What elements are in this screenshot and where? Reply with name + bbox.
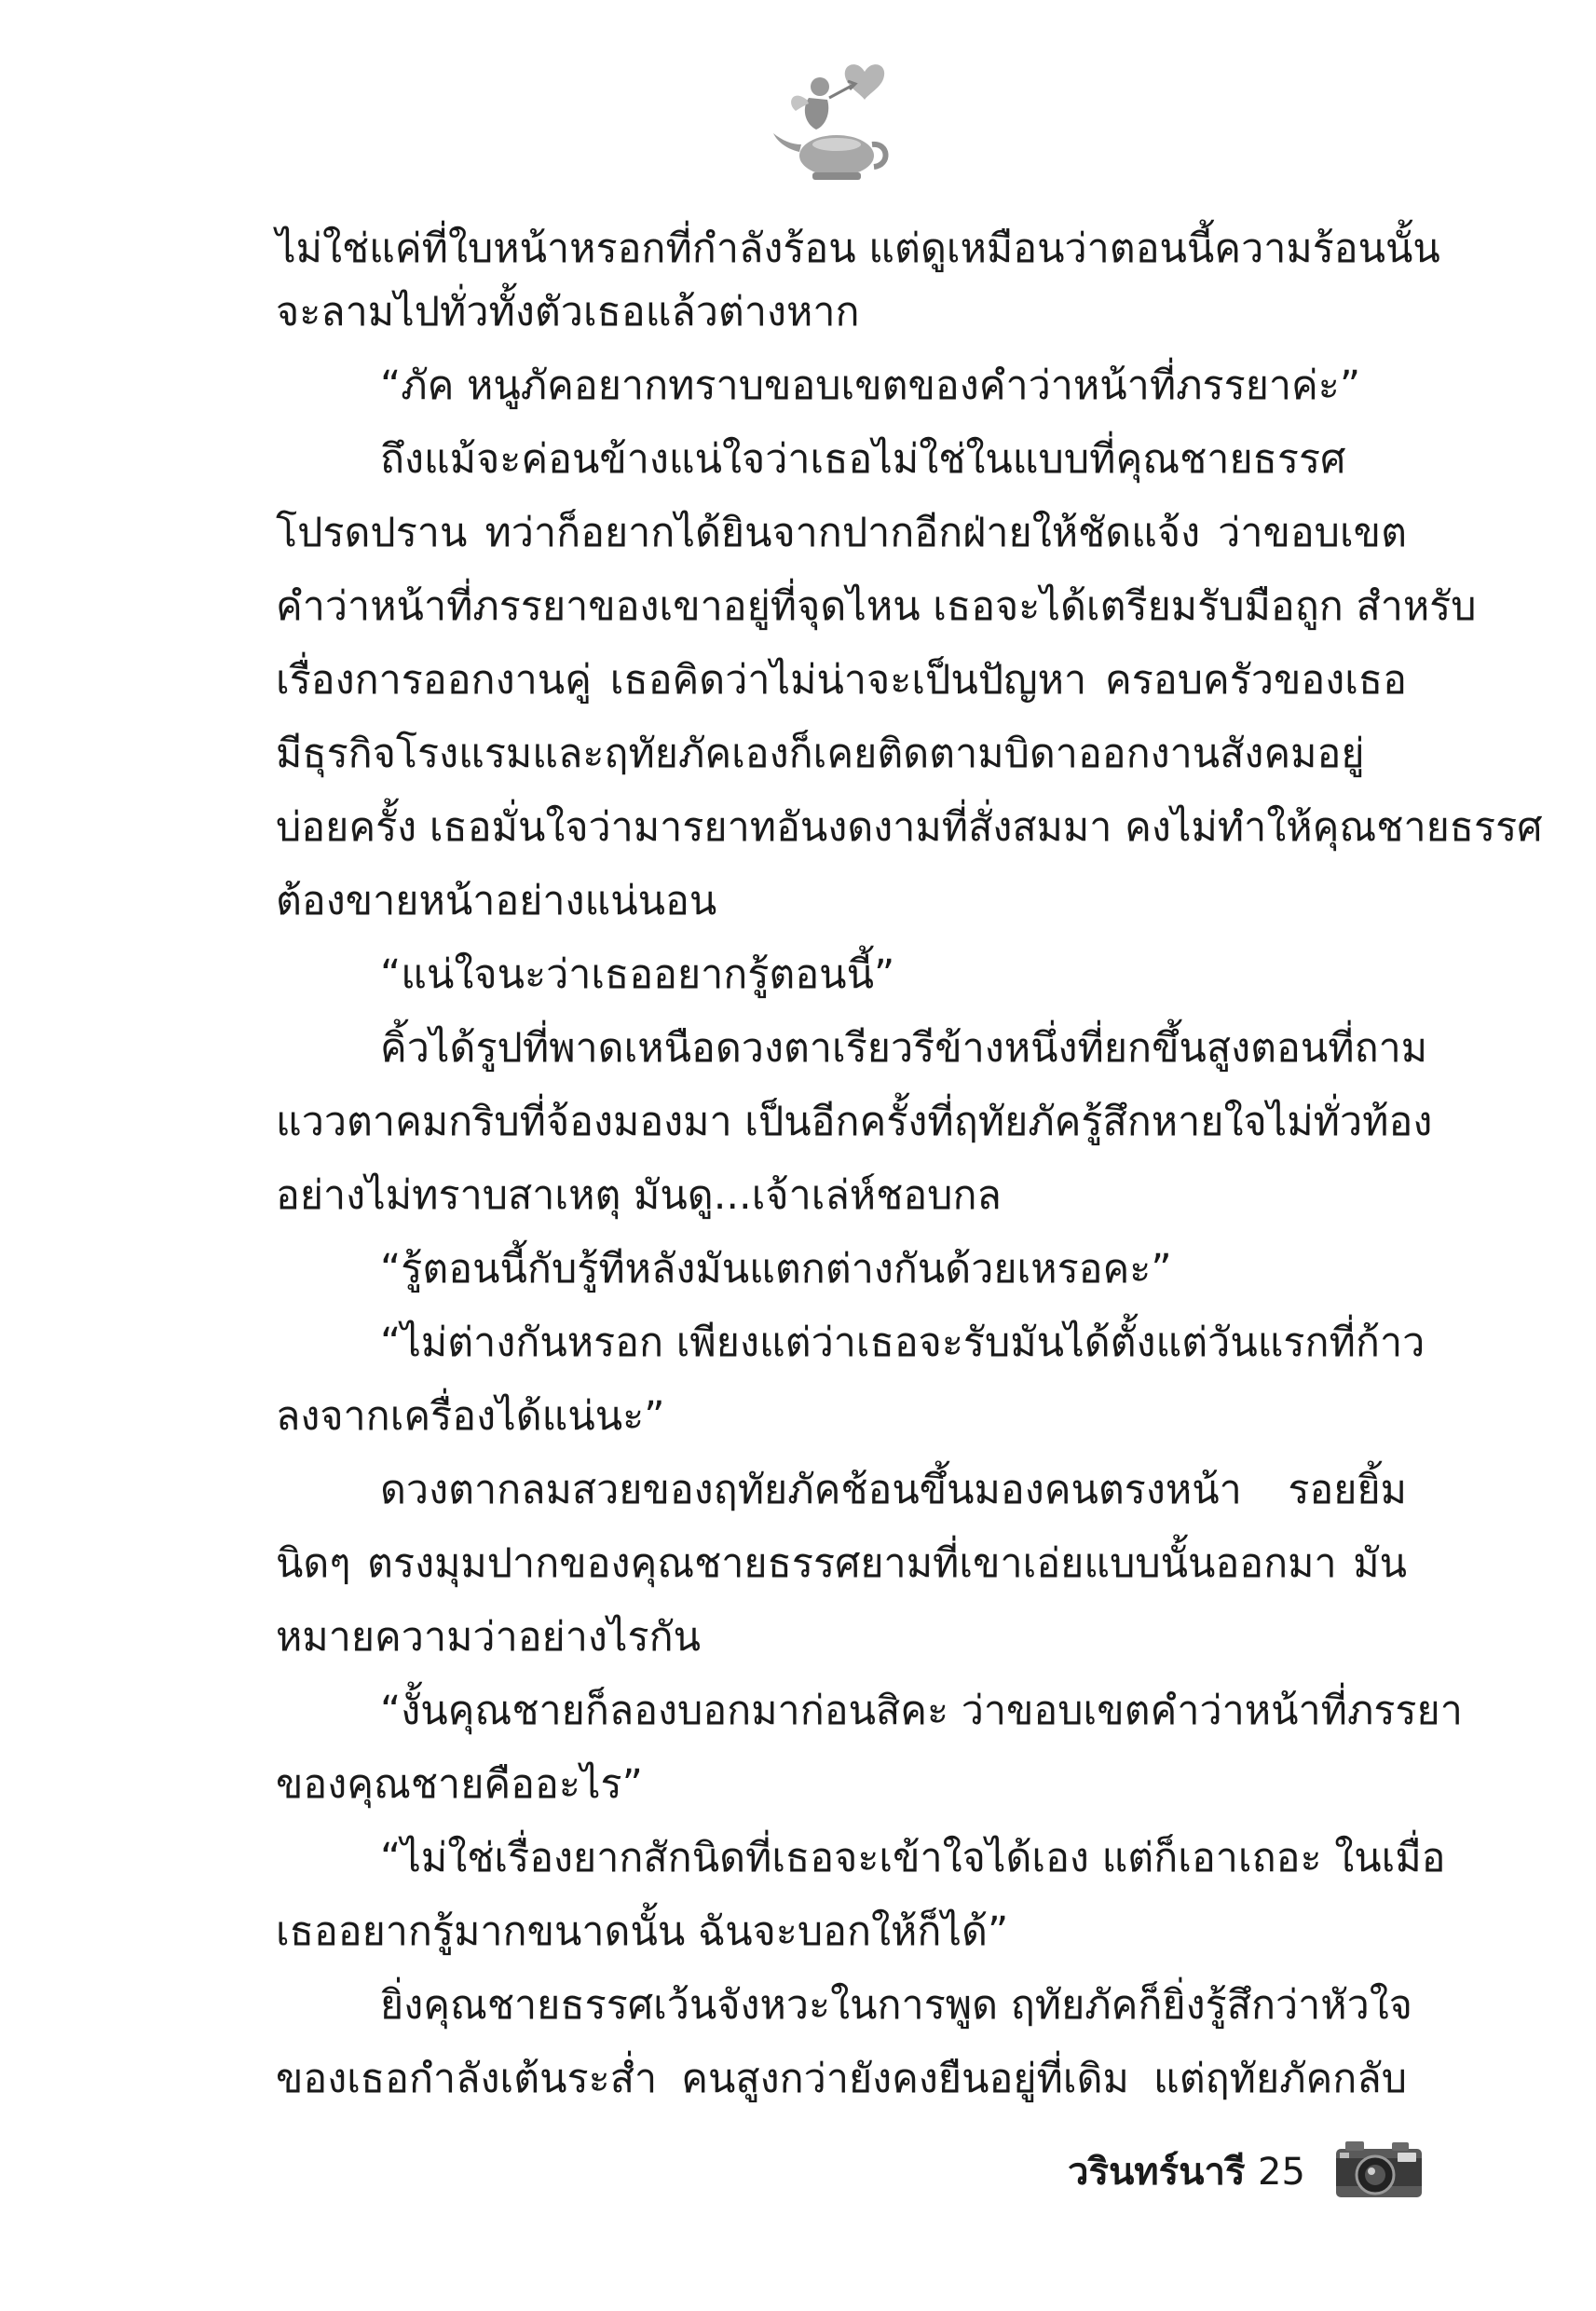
text-line: คิ้วได้รูปที่พาดเหนือดวงตาเรียวรีข้างหนึ่งที่ยกขึ้นสูงตอนที่ถาม [380,1025,1428,1072]
text-line: นิดๆ ตรงมุมปากของคุณชายธรรศยามที่เขาเอ่ยแบบนั้นออกมา มัน [276,1540,1407,1587]
teapot-cupid-ornament-icon [764,51,904,191]
text-line: จะลามไปทั่วทั้งตัวเธอแล้วต่างหาก [276,289,860,335]
text-line: ถึงแม้จะค่อนข้างแน่ใจว่าเธอไม่ใช่ในแบบที่คุณชายธรรศ [380,436,1346,483]
text-line: ยิ่งคุณชายธรรศเว้นจังหวะในการพูด ฤทัยภัคก็ยิ่งรู้สึกว่าหัวใจ [380,1982,1412,2029]
text-line: “แน่ใจนะว่าเธออยากรู้ตอนนี้” [380,951,895,998]
text-line: “งั้นคุณชายก็ลองบอกมาก่อนสิคะ ว่าขอบเขตคำว่าหน้าที่ภรรยา [380,1688,1463,1734]
text-line: ลงจากเครื่องได้แน่นะ” [276,1393,665,1440]
text-line: “ไม่ใช่เรื่องยากสักนิดที่เธอจะเข้าใจได้เอง แต่ก็เอาเถอะ ในเมื่อ [380,1835,1446,1881]
text-line: อย่างไม่ทราบสาเหตุ มันดู...เจ้าเล่ห์ชอบกล [276,1172,1002,1219]
text-line: เรื่องการออกงานคู่ เธอคิดว่าไม่น่าจะเป็นปัญหา ครอบครัวของเธอ [276,657,1407,704]
text-line: หมายความว่าอย่างไรกัน [276,1614,702,1661]
book-title: วรินทร์นารี [1068,2151,1246,2194]
text-line: ดวงตากลมสวยของฤทัยภัคช้อนขึ้นมองคนตรงหน้า รอยยิ้ม [380,1467,1407,1513]
text-line: เธออยากรู้มากขนาดนั้น ฉันจะบอกให้ก็ได้” [276,1908,1009,1955]
text-line: ต้องขายหน้าอย่างแน่นอน [276,878,717,924]
text-line: คำว่าหน้าที่ภรรยาของเขาอยู่ที่จุดไหน เธอจะได้เตรียมรับมือถูก สำหรับ [276,583,1477,630]
text-line: บ่อยครั้ง เธอมั่นใจว่ามารยาทอันงดงามที่สั่งสมมา คงไม่ทำให้คุณชายธรรศ [276,804,1543,851]
page-footer [1025,2134,1435,2208]
camera-icon [1332,2138,1425,2201]
text-line: ไม่ใช่แค่ที่ใบหน้าหรอกที่กำลังร้อน แต่ดูเหมือนว่าตอนนี้ความร้อนนั้น [276,226,1440,272]
text-line: ของเธอกำลังเต้นระส่ำ คนสูงกว่ายังคงยืนอยู่ที่เดิม แต่ฤทัยภัคกลับ [276,2056,1407,2102]
text-line: โปรดปราน ทว่าก็อยากได้ยินจากปากอีกฝ่ายให้ชัดแจ้ง ว่าขอบเขต [276,510,1407,556]
text-line: มีธุรกิจโรงแรมและฤทัยภัคเองก็เคยติดตามบิดาออกงานสังคมอยู่ [276,731,1365,777]
text-line: “ไม่ต่างกันหรอก เพียงแต่ว่าเธอจะรับมันได้ตั้งแต่วันแรกที่ก้าว [380,1320,1425,1366]
text-line: แววตาคมกริบที่จ้องมองมา เป็นอีกครั้งที่ฤทัยภัครู้สึกหายใจไม่ทั่วท้อง [276,1099,1433,1145]
text-line: “ภัค หนูภัคอยากทราบขอบเขตของคำว่าหน้าที่ภรรยาค่ะ” [380,362,1361,409]
page-body-text [276,211,1543,2102]
text-line: ของคุณชายคืออะไร” [276,1761,643,1808]
page-number: 25 [1258,2151,1305,2194]
text-line: “รู้ตอนนี้กับรู้ทีหลังมันแตกต่างกันด้วยเหรอคะ” [380,1246,1172,1292]
